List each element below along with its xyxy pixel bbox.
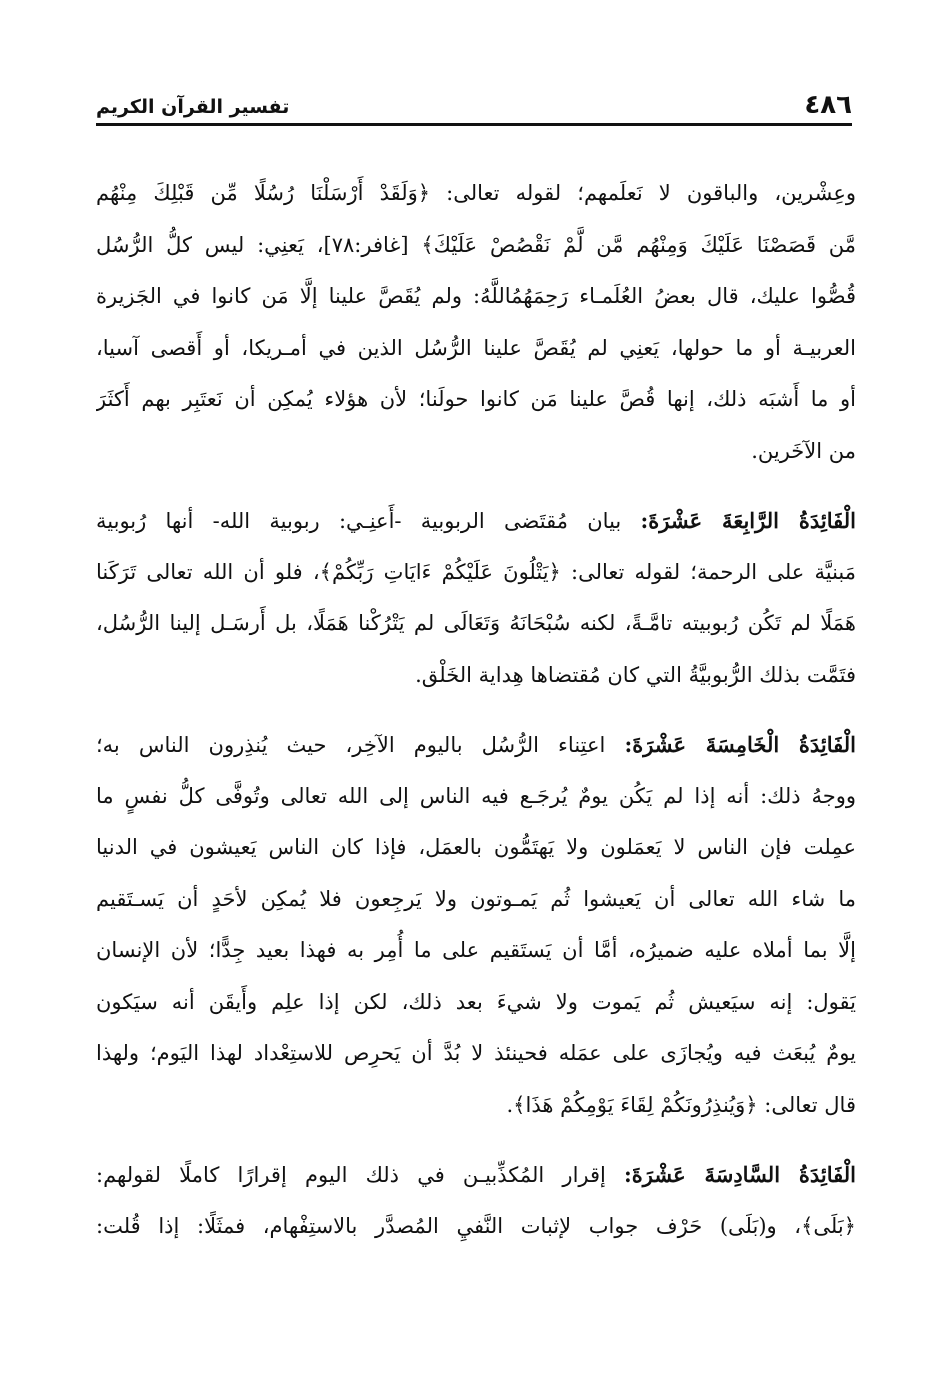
page-body (96, 168, 856, 1270)
paragraph-1 (96, 168, 856, 477)
text-line: قُصُّوا عليك، قال بعضُ العُلَمـاء رَحِمَهُمُاللَّهُ: ولم يُقَصَّ علينا إلَّا مَن كانوا في الجَزيرة (96, 284, 856, 308)
benefit-heading: الْفَائِدَةُ السَّادِسَةَ عَشْرَةَ: (624, 1162, 856, 1187)
header-divider (96, 123, 852, 126)
page-number: ٤٨٦ (804, 90, 852, 120)
book-title: تفسير القرآن الكريم (96, 96, 290, 118)
benefit-heading: الْفَائِدَةُ الرَّابِعَةَ عَشْرَةَ: (640, 508, 856, 533)
text-line: قال تعالى: ﴿وَيُنذِرُونَكُمْ لِقَاءَ يَوْمِكُمْ هَذَا﴾. (506, 1092, 856, 1117)
text-line: من الآخَرين. (751, 438, 856, 463)
text-line: وعِشْرين، والباقون لا نَعلَمهم؛ لقوله تعالى: ﴿وَلَقَدْ أَرْسَلْنَا رُسُلًا مِّن قَبْلِكَ مِنْهُم (96, 181, 856, 205)
text-line: ووجهُ ذلك: أنه إذا لم يَكُن يومٌ يُرجَـع فيه الناس إلى الله تعالى وتُوفَّى كلُّ نفسٍ ما (96, 783, 856, 808)
text-run: اعتِناء الرُّسُل باليوم الآخِر، حيث يُنذِرون الناس به؛ (96, 733, 625, 757)
text-line: عمِلت فإن الناس لا يَعمَلون ولا يَهتَمُّون بالعمَل، فإذا كان الناس يَعيشون في الدنيا (96, 835, 856, 859)
text-line (96, 495, 856, 547)
paragraph-3 (96, 719, 856, 1131)
text-line: ﴿بَلَى﴾، و(بَلَى) حَرْف جواب لإثبات النَّفيِ المُصدَّر بالاستِفْهام، فمثَلًا: إذا قُلت: (96, 1213, 856, 1238)
text-line: فتَمَّت بذلك الرُّبوبيَّةُ التي كان مُقتضاها هِداية الخَلْق. (415, 662, 856, 687)
text-line: ما شاء الله تعالى أن يَعيشوا ثُم يَمـوتون ولا يَرجِعون فلا يُمكِن لأحَدٍ أن يَسـتَقيم (96, 886, 856, 911)
page-header (96, 88, 852, 126)
text-line (96, 1149, 856, 1201)
text-line (96, 719, 856, 771)
benefit-heading: الْفَائِدَةُ الْخَامِسَةَ عَشْرَةَ: (624, 732, 856, 757)
text-run: بيان مُقتَضى الربوبية -أَعنِـي: ربوبية الله- أنها رُبوبية (96, 509, 641, 533)
text-line: أو ما أَشبَه ذلك، إنها قُصَّ علينا مَن كانوا حولَنا؛ لأن هؤلاء يُمكِن أن نَعتَبِر بهم أَكثَرَ (96, 387, 856, 411)
text-line: مَبنيَّة على الرحمة؛ لقوله تعالى: ﴿يَتْلُونَ عَلَيْكُمْ ءَايَاتِ رَبِّكُمْ﴾، فلو أن الله تعالى تَرَكَنا (96, 559, 856, 584)
text-line: يومٌ يُبعَث فيه ويُجازَى على عمَله فحينئذ لا بُدَّ أن يَحرِص للاستِعْداد لهذا اليَوم؛ ولهذا (96, 1041, 856, 1065)
text-line: مَّن قَصَصْنَا عَلَيْكَ وَمِنْهُم مَّن لَّمْ نَقْصُصْ عَلَيْكَ﴾ [غافر:٧٨]، يَعنِي: ليس كلُّ الرُّسُل (96, 232, 856, 257)
text-run: إقرار المُكذِّبيـن في ذلك اليوم إقرارًا كاملًا لقولهم: (96, 1163, 625, 1187)
text-line: إلَّا بما أملاه عليه ضميرُه، أمَّا أن يَستَقيم على ما أُمِر به فهذا بعيد جِدًّا؛ لأن الإنسان (96, 938, 856, 962)
paragraph-2 (96, 495, 856, 701)
text-line: العربيـة أو ما حولها، يَعنِي لم يُقَصَّ علينا الرُّسُل الذين في أمـريكا، أو أَقصى آسيا، (96, 335, 856, 360)
text-line: يَقول: إنه سيَعيش ثُم يَموت ولا شيءَ بعد ذلك، لكن إذا علِم وأَيقَن أنه سيَكون (96, 989, 856, 1014)
text-line: هَمَلًا لم تَكُن رُبوبيته تامَّـةً، لكنه سُبْحَانَهُ وَتَعَالَى لم يَتْرُكْنا هَمَلًا، بل أَرسَـل إلينا الرُّسُل، (96, 611, 856, 635)
paragraph-4 (96, 1149, 856, 1252)
